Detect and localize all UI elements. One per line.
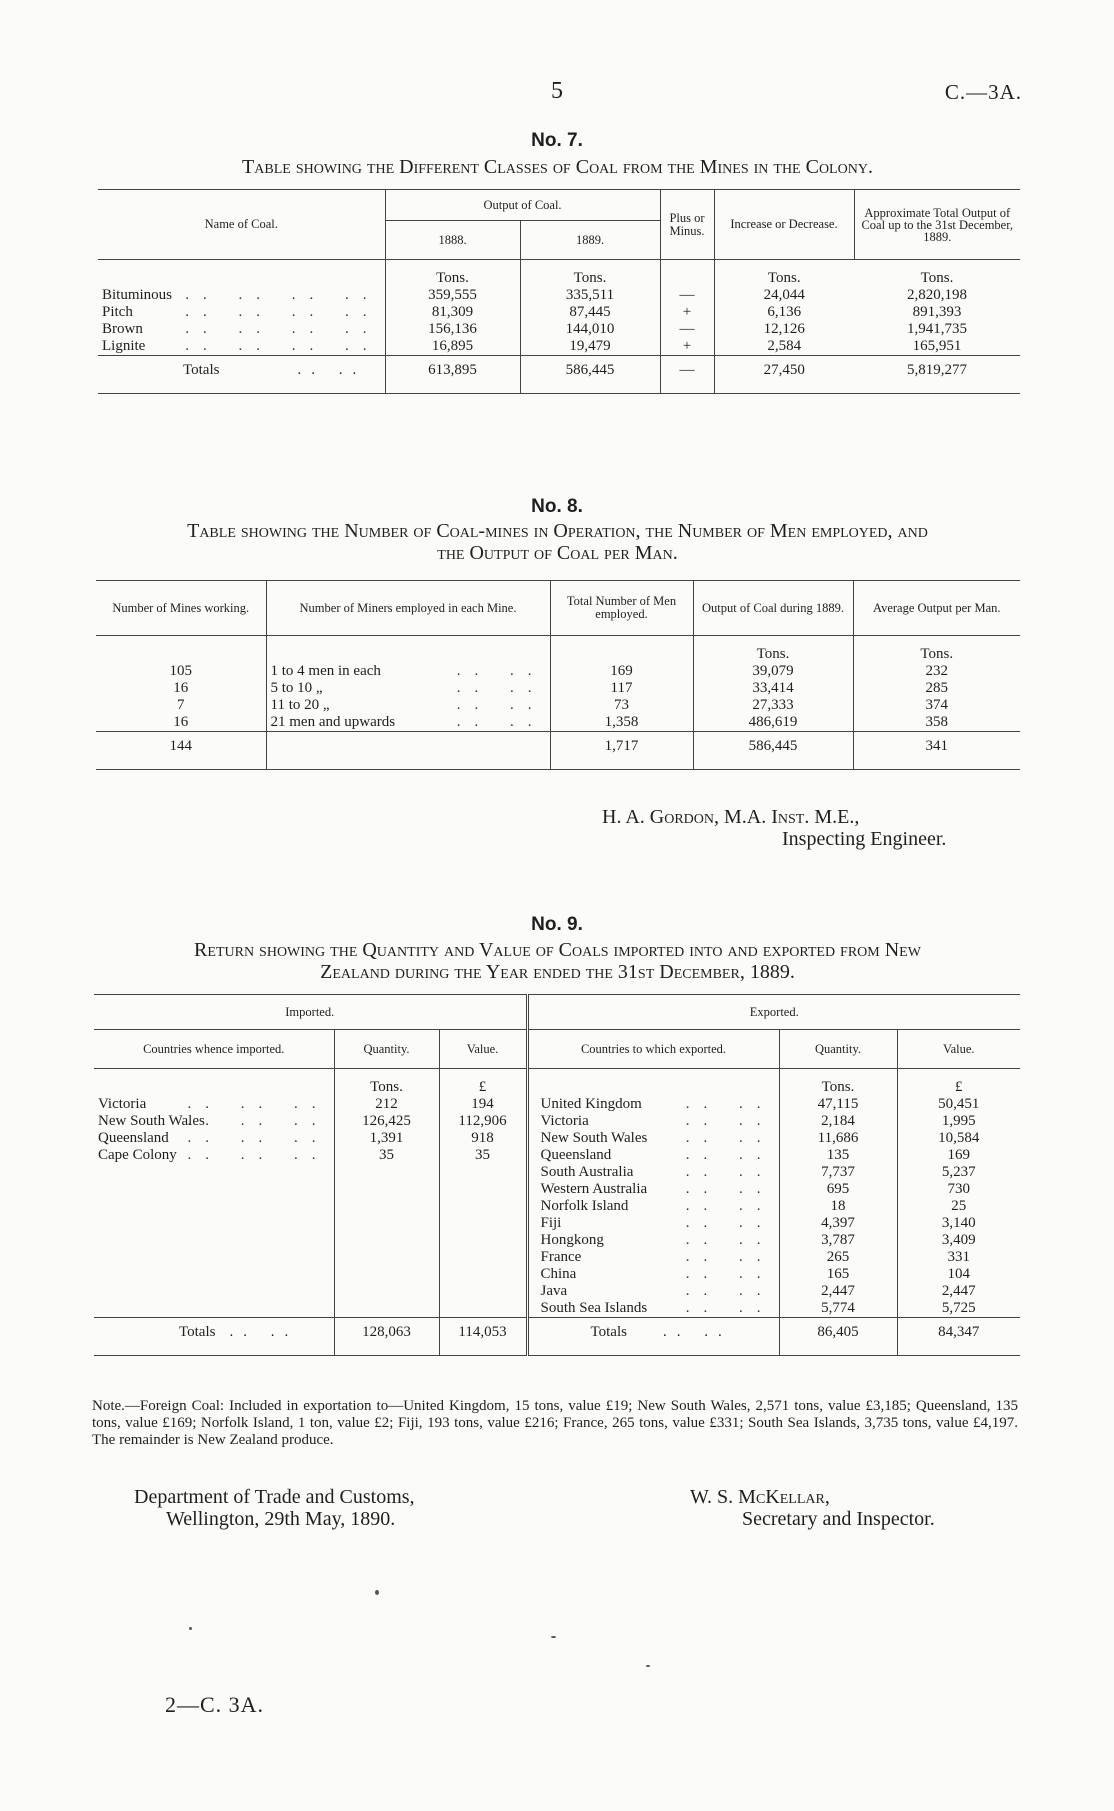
table-row [94,1249,1020,1266]
leader-dots: .. .. [685,1300,775,1316]
t8-row-output: 33,414 [693,680,853,697]
empty-cell [334,1215,439,1232]
t9-exp-qty: 695 [779,1181,897,1198]
table-row [94,1147,1020,1164]
t9-exp-country-label: Fiji [540,1215,562,1231]
leader-dots: .. .. .. .. [185,338,381,354]
table8-title-line2: the Output of Coal per Man. [437,542,678,564]
t9-imp-country-label: Queensland [98,1130,169,1146]
t7-total-1888: 613,895 [385,362,520,379]
empty-cell [334,1181,439,1198]
t7-row-sign: — [660,321,714,338]
t8-row-average: 358 [853,714,1020,732]
table9-number: No. 9. [531,914,583,935]
empty-cell [94,1283,334,1300]
empty-cell [439,1283,527,1300]
t8-h-total-men: Total Number of Men employed. [550,581,693,636]
t9-exp-val: 10,584 [897,1130,1020,1147]
t8-row-desc [266,714,550,732]
t9-exp-qty: 7,737 [779,1164,897,1181]
t7-h-approx: Approximate Total Output of Coal up to the 31st December, 1889. [854,190,1020,260]
t9-exp-qty: 5,774 [779,1300,897,1318]
t9-h-imp-value: Value. [439,1030,527,1069]
t7-totals-row [98,362,1020,379]
t7-unit-1889: Tons. [520,270,660,287]
t7-total-sign: — [660,362,714,379]
t7-row-name-label: Brown [102,321,143,337]
t9-imp-val: 194 [439,1096,527,1113]
t9-exp-country [527,1232,779,1249]
t7-row-1888: 16,895 [385,338,520,356]
table8-signature [602,806,946,850]
t9-imp-country [94,1130,334,1147]
table7-number: No. 7. [531,130,583,151]
t9-exp-country-label: Queensland [540,1147,612,1163]
scan-speck [646,1665,650,1667]
empty-cell [334,1266,439,1283]
t9-imp-country [94,1113,334,1130]
table-row [94,1096,1020,1113]
t9-unit-imp-qty: Tons. [334,1079,439,1096]
t9-exp-country [527,1164,779,1181]
table8-title-line1: Table showing the Number of Coal-mines in Operation, the Number of Men employed, and [187,520,928,542]
t8-total-output: 586,445 [693,738,853,755]
t9-exp-val: 331 [897,1249,1020,1266]
empty-cell [94,1164,334,1181]
t7-row-change: 2,584 [714,338,854,356]
t8-h-average: Average Output per Man. [853,581,1020,636]
table-row [94,1198,1020,1215]
t7-row-change: 24,044 [714,287,854,304]
table-row [94,1130,1020,1147]
t9-exp-country [527,1198,779,1215]
t7-row-1888: 359,555 [385,287,520,304]
t7-h-name: Name of Coal. [98,190,385,260]
table9-title-line2: Zealand during the Year ended the 31st December, 1889. [320,961,795,983]
table-row [94,1300,1020,1318]
scan-speck [375,1590,379,1595]
table-row [98,321,1020,338]
t9-exp-country-label: Victoria [540,1113,589,1129]
empty-cell [94,1215,334,1232]
t9-exp-country [527,1181,779,1198]
t9-exp-country-label: South Australia [540,1164,634,1180]
table-row [94,1232,1020,1249]
t8-unit-average: Tons. [853,646,1020,663]
t9-exp-country [527,1130,779,1147]
t8-row-average: 232 [853,663,1020,680]
t9-unit-exp-qty: Tons. [779,1079,897,1096]
t7-totals-label: Totals [183,362,220,378]
t9-exp-qty: 135 [779,1147,897,1164]
table-row [94,1113,1020,1130]
t8-row-average: 285 [853,680,1020,697]
t7-row-1888: 156,136 [385,321,520,338]
t9-imp-country-label: Cape Colony [98,1147,177,1163]
t8-row-output: 27,333 [693,697,853,714]
t9-exp-qty: 11,686 [779,1130,897,1147]
empty-cell [94,1300,334,1318]
t9-exp-country [527,1249,779,1266]
t8-row-mines: 16 [173,714,189,730]
table-row [96,714,1020,732]
t9-h-imp-quantity: Quantity. [334,1030,439,1069]
table-row [94,1266,1020,1283]
t8-row-mines: 105 [169,663,192,679]
t7-row-name [98,287,385,304]
empty-cell [334,1232,439,1249]
empty-cell [94,1198,334,1215]
t7-row-name [98,321,385,338]
t9-exp-country [527,1147,779,1164]
leader-dots: .. .. [685,1249,775,1265]
empty-cell [439,1164,527,1181]
department-line2: Wellington, 29th May, 1890. [166,1508,396,1530]
empty-cell [439,1266,527,1283]
t7-h-1888: 1888. [385,221,520,260]
t9-exp-val: 104 [897,1266,1020,1283]
empty-cell [94,1266,334,1283]
t7-h-output: Output of Coal. [385,190,660,221]
table-row [94,1215,1020,1232]
t9-exp-val: 730 [897,1181,1020,1198]
t9-h-exp-value: Value. [897,1030,1020,1069]
t8-row-men: 1,358 [550,714,693,732]
table9-note: Note.—Foreign Coal: Included in exportation to—United Kingdom, 15 tons, value £19; New South Wales, 2,571 tons, value £3,185; Queensland, 135 tons, value £169; Norfolk Island, 1 ton, value £2; Fiji, 193 tons, value £216; France, 265 tons, value £331; South Sea Islands, 3,735 tons, value £4,197. The remainder is New Zealand produce. [92,1398,1018,1448]
t9-imp-val: 35 [439,1147,527,1164]
empty-cell [439,1215,527,1232]
t9-unit-exp-val: £ [897,1079,1020,1096]
t7-row-name-label: Bituminous [102,287,173,303]
leader-dots: .. .. .. [187,1130,330,1146]
t7-row-1889: 144,010 [520,321,660,338]
t9-total-exp-qty: 86,405 [779,1324,897,1341]
t9-exp-country-label: South Sea Islands [540,1300,648,1316]
t7-total-change: 27,450 [714,362,854,379]
table9-title-line1: Return showing the Quantity and Value of Coals imported into and exported from New [194,939,921,961]
t7-totals-label-cell: Totals .. .. [183,362,367,378]
t9-exp-val: 5,725 [897,1300,1020,1318]
t7-row-total: 1,941,735 [907,321,967,337]
table8-number: No. 8. [531,496,583,517]
leader-dots: .. .. .. [187,1096,330,1112]
t7-row-1888: 81,309 [385,304,520,321]
leader-dots: .. .. .. .. [185,321,381,337]
t9-exp-qty: 2,447 [779,1283,897,1300]
t9-exp-val: 25 [897,1198,1020,1215]
department-block [134,1486,415,1530]
t7-row-1889: 19,479 [520,338,660,356]
t9-exp-totals-label: Totals [590,1324,627,1340]
table-row [96,680,1020,697]
t9-unit-imp-val: £ [439,1079,527,1096]
t7-unit-approx: Tons. [920,270,954,286]
table9 [94,994,1020,1356]
leader-dots: .. .. [685,1198,775,1214]
t9-exp-val: 1,995 [897,1113,1020,1130]
table-row [98,304,1020,321]
leader-dots: .. .. .. [187,1113,330,1129]
t8-row-desc-label: 11 to 20 „ [270,697,330,713]
leader-dots: .. .. [456,680,546,696]
t8-row-desc [266,680,550,697]
t9-exp-qty: 2,184 [779,1113,897,1130]
empty-cell [94,1249,334,1266]
t9-exp-val: 50,451 [897,1096,1020,1113]
leader-dots: .. .. [685,1215,775,1231]
empty-cell [334,1164,439,1181]
t7-row-1889: 87,445 [520,304,660,321]
t8-row-output: 39,079 [693,663,853,680]
t8-total-mines: 144 [169,738,192,754]
t7-row-change: 6,136 [714,304,854,321]
t9-exp-val: 169 [897,1147,1020,1164]
t9-exp-country [527,1215,779,1232]
t8-row-desc [266,697,550,714]
table7-title-text: Table showing the Different Classes of Coal from the Mines in the Colony. [242,156,873,178]
t8-signature-role: Inspecting Engineer. [782,828,947,850]
t9-exp-qty: 18 [779,1198,897,1215]
t9-exp-country-label: New South Wales [540,1130,648,1146]
t9-exp-qty: 4,397 [779,1215,897,1232]
t7-h-plusminus: Plus or Minus. [660,190,714,260]
t7-h-1889: 1889. [520,221,660,260]
t8-totals-row [96,738,1020,755]
scan-speck [189,1627,192,1630]
t9-exp-qty: 165 [779,1266,897,1283]
table-row [94,1181,1020,1198]
table-row [96,663,1020,680]
t9-exp-country-label: Hongkong [540,1232,604,1248]
t7-row-total: 165,951 [912,338,962,354]
t9-imp-totals-cell: Totals .. .. [179,1324,299,1340]
t9-totals-row [94,1324,1020,1341]
document-reference: C.—3A. [944,80,1022,104]
t8-row-average: 374 [853,697,1020,714]
t8-row-mines: 16 [173,680,189,696]
t9-h-exp-countries: Countries to which exported. [527,1030,779,1069]
leader-dots: .. .. [456,697,546,713]
leader-dots: .. .. [685,1147,775,1163]
leader-dots: .. .. [456,663,546,679]
scan-speck [551,1636,556,1638]
empty-cell [334,1249,439,1266]
t9-imp-qty: 126,425 [334,1113,439,1130]
t7-unit-inc: Tons. [714,270,854,287]
t9-h-exported: Exported. [527,995,1020,1030]
t7-row-1889: 335,511 [520,287,660,304]
t8-unit-output: Tons. [693,646,853,663]
t9-exp-country [527,1096,779,1113]
t8-row-men: 73 [550,697,693,714]
t8-row-desc-label: 1 to 4 men in each [270,663,381,679]
t7-row-name-label: Pitch [102,304,133,320]
t9-exp-country-label: Norfolk Island [540,1198,629,1214]
table7 [98,189,1020,394]
empty-cell [439,1181,527,1198]
t7-row-sign: — [660,287,714,304]
t9-exp-country [527,1113,779,1130]
t7-row-total: 891,393 [912,304,962,320]
leader-dots: .. .. [685,1266,775,1282]
footer-reference: 2—C. 3A. [165,1692,265,1717]
t7-row-sign: + [660,338,714,356]
t9-exp-country-label: Java [540,1283,568,1299]
t8-total-average: 341 [853,738,1020,755]
empty-cell [334,1300,439,1318]
leader-dots: .. .. [685,1283,775,1299]
t9-imp-qty: 212 [334,1096,439,1113]
t7-row-sign: + [660,304,714,321]
leader-dots: .. .. [456,714,546,730]
t9-imp-country-label: Victoria [98,1096,147,1112]
empty-cell [334,1198,439,1215]
t9-imp-qty: 1,391 [334,1130,439,1147]
department-line1: Department of Trade and Customs, [134,1486,415,1508]
leader-dots: .. .. [685,1113,775,1129]
leader-dots: .. .. [685,1181,775,1197]
table9-signature [690,1486,935,1530]
t9-exp-country [527,1300,779,1318]
empty-cell [334,1283,439,1300]
table7-title [95,156,1020,178]
empty-cell [94,1232,334,1249]
table-row [98,338,1020,356]
t8-row-output: 486,619 [693,714,853,732]
leader-dots: .. .. [685,1130,775,1146]
t7-total-1889: 586,445 [520,362,660,379]
t9-imp-totals-label: Totals [179,1324,216,1340]
t8-row-desc-label: 21 men and upwards [270,714,396,730]
t9-imp-country [94,1147,334,1164]
t8-row-desc-label: 5 to 10 „ [270,680,323,696]
empty-cell [439,1198,527,1215]
t7-row-total: 2,820,198 [907,287,967,303]
t9-exp-country [527,1266,779,1283]
empty-cell [439,1300,527,1318]
leader-dots: .. .. [685,1096,775,1112]
t8-row-desc [266,663,550,680]
t9-exp-country-label: China [540,1266,577,1282]
table-row [94,1283,1020,1300]
t9-h-imp-countries: Countries whence imported. [143,1041,285,1056]
t8-row-men: 169 [550,663,693,680]
t7-row-name [98,338,385,356]
t8-total-men: 1,717 [550,738,693,755]
t8-row-mines: 7 [177,697,185,713]
t9-total-exp-val: 84,347 [897,1324,1020,1341]
t9-signature-name: W. S. McKellar, [690,1486,830,1508]
leader-dots: .. .. [685,1232,775,1248]
t9-exp-country [527,1283,779,1300]
empty-cell [439,1249,527,1266]
t7-row-name-label: Lignite [102,338,146,354]
t9-h-exp-quantity: Quantity. [779,1030,897,1069]
t9-imp-country-label: New South Wales [98,1113,205,1129]
leader-dots: .. .. .. .. [185,287,381,303]
t9-total-imp-qty: 128,063 [334,1324,439,1341]
t8-h-mines: Number of Mines working. [96,581,266,636]
t9-imp-val: 112,906 [439,1113,527,1130]
table-row [96,697,1020,714]
empty-cell [439,1232,527,1249]
table-row [98,287,1020,304]
t9-total-imp-val: 114,053 [439,1324,527,1341]
leader-dots: .. .. [685,1164,775,1180]
table8 [96,580,1020,770]
t7-total-approx: 5,819,277 [907,362,967,378]
t8-h-output: Output of Coal during 1889. [693,581,853,636]
leader-dots: .. .. .. [187,1147,330,1163]
t9-exp-qty: 3,787 [779,1232,897,1249]
page-number: 5 [551,78,563,104]
t9-h-imported: Imported. [94,995,527,1030]
t9-exp-qty: 47,115 [779,1096,897,1113]
table-row [94,1164,1020,1181]
t8-signature-name: H. A. Gordon, M.A. Inst. M.E., [602,806,860,828]
t9-exp-val: 3,140 [897,1215,1020,1232]
t9-signature-role: Secretary and Inspector. [742,1508,935,1530]
t9-exp-country-label: France [540,1249,582,1265]
table8-title [95,520,1020,564]
t9-exp-country-label: United Kingdom [540,1096,642,1112]
t9-exp-val: 3,409 [897,1232,1020,1249]
t9-imp-country [94,1096,334,1113]
t8-row-men: 117 [550,680,693,697]
t9-exp-totals-cell: Totals .. .. [527,1324,779,1341]
leader-dots: .. .. .. .. [185,304,381,320]
t7-h-increase: Increase or Decrease. [714,190,854,260]
t7-row-name [98,304,385,321]
t8-h-miners: Number of Miners employed in each Mine. [266,581,550,636]
table9-title [95,939,1020,983]
t9-exp-qty: 265 [779,1249,897,1266]
t9-exp-val: 2,447 [897,1283,1020,1300]
empty-cell [94,1181,334,1198]
t7-unit-1888: Tons. [385,270,520,287]
t9-imp-val: 918 [439,1130,527,1147]
t7-row-change: 12,126 [714,321,854,338]
t9-exp-country-label: Western Australia [540,1181,648,1197]
t9-imp-qty: 35 [334,1147,439,1164]
t9-exp-val: 5,237 [897,1164,1020,1181]
